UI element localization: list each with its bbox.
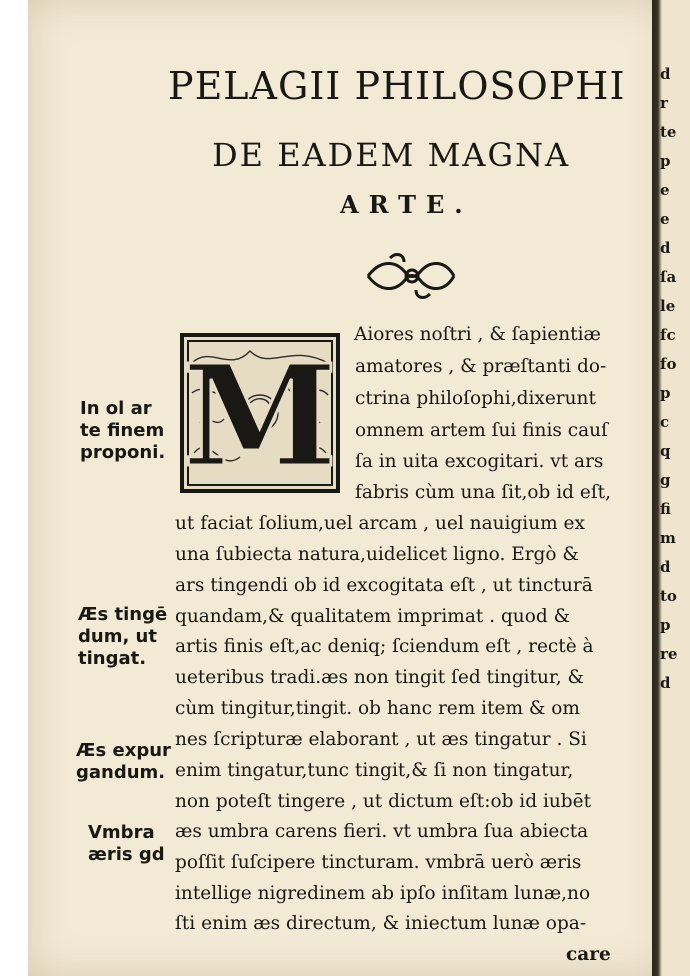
gutter-letter: d (660, 65, 671, 83)
gutter-letter: d (660, 239, 671, 257)
margin-note-line: te finem (80, 420, 165, 441)
gutter-letter: te (660, 123, 677, 141)
gutter-letter: fi (660, 500, 671, 518)
margin-note-line: Æs expur (76, 740, 171, 761)
gutter-letter: p (660, 384, 671, 402)
text-line: poſſit ſuſcipere tincturam. vmbrā uerò æris (175, 852, 582, 873)
text-line: una ſubiecta natura,uidelicet ligno. Ergò & (175, 544, 579, 565)
margin-note-line: gandum. (76, 762, 166, 783)
text-line: non poteſt tingere , ut dictum eſt:ob id iubēt (175, 791, 592, 812)
gutter-letter: re (660, 645, 678, 663)
margin-note-1 (80, 398, 165, 464)
gutter-letter: fc (660, 326, 676, 344)
text-line: ctrina philoſophi,dixerunt (355, 388, 596, 409)
page-subtitle: DE EADEM MAGNA (212, 136, 571, 174)
page-subtitle-2: ARTE. (340, 190, 473, 219)
margin-note-line: tingat. (78, 648, 147, 669)
text-line: nes ſcripturæ elaborant , ut æs tingatur . Si (175, 729, 587, 750)
gutter-letter: le (660, 297, 676, 315)
text-line: cùm tingitur,tingit. ob hanc rem item & om (175, 698, 580, 719)
text-line: ars tingendi ob id excogitata eſt , ut tincturā (175, 575, 593, 596)
gutter-letter: g (660, 471, 671, 489)
text-line: Aiores noſtri , & ſapientiæ (354, 324, 601, 345)
margin-note-4 (88, 822, 165, 866)
gutter-letter: p (660, 616, 671, 634)
text-line: intellige nigredinem ab ipſo inſitam lunæ,no (175, 883, 591, 904)
margin-note-line: Vmbra (88, 822, 155, 843)
gutter-letter: d (660, 558, 671, 576)
text-line: ueteribus tradi.æs non tingit ſed tingitur, & (175, 667, 584, 688)
adjacent-page-edge-text (660, 60, 684, 698)
margin-note-3 (76, 740, 171, 784)
gutter-letter: to (660, 587, 677, 605)
text-line: amatores , & præſtanti do- (355, 356, 607, 377)
margin-note-line: æris gd (88, 844, 165, 865)
margin-note-line: dum, ut (78, 626, 157, 647)
text-line: enim tingatur,tunc tingit,& ſi non tingatur, (175, 760, 574, 781)
text-line: omnem artem ſui finis cauſ (355, 420, 608, 441)
gutter-letter: e (660, 210, 670, 228)
gutter-letter: c (660, 413, 670, 431)
gutter-letter: fo (660, 355, 677, 373)
text-line: ut faciat ſolium,uel arcam , uel nauigium ex (175, 513, 585, 534)
gutter-letter: r (660, 94, 668, 112)
margin-note-line: Æs tingē (78, 604, 168, 625)
gutter-letter: p (660, 152, 671, 170)
page-title: PELAGII PHILOSOPHI (168, 64, 626, 108)
initial-letter: M (182, 335, 338, 493)
text-line: æs umbra carens fieri. vt umbra ſua abiecta (175, 821, 589, 842)
gutter-letter: d (660, 674, 671, 692)
gutter-letter: q (660, 442, 671, 460)
margin-note-line: In ol ar (80, 398, 152, 419)
gutter-letter: m (660, 529, 676, 547)
text-line: ſti enim æs directum, & iniectum lunæ opa- (175, 913, 587, 934)
text-line: care (566, 944, 611, 965)
gutter-letter: ſa (660, 268, 677, 286)
text-line: artis finis eſt,ac deniq; ſciendum eſt , rectè à (175, 636, 594, 657)
margin-note-2 (78, 604, 167, 670)
gutter-letter: e (660, 181, 670, 199)
text-line: ſa in uita excogitari. vt ars (355, 451, 604, 472)
decorated-initial (180, 333, 340, 493)
text-line: quandam,& qualitatem imprimat . quod & (175, 606, 571, 627)
text-line: fabris cùm una ſit,ob id eſt, (355, 482, 611, 503)
fleuron-ornament-icon (360, 250, 460, 302)
margin-note-line: proponi. (80, 442, 166, 463)
